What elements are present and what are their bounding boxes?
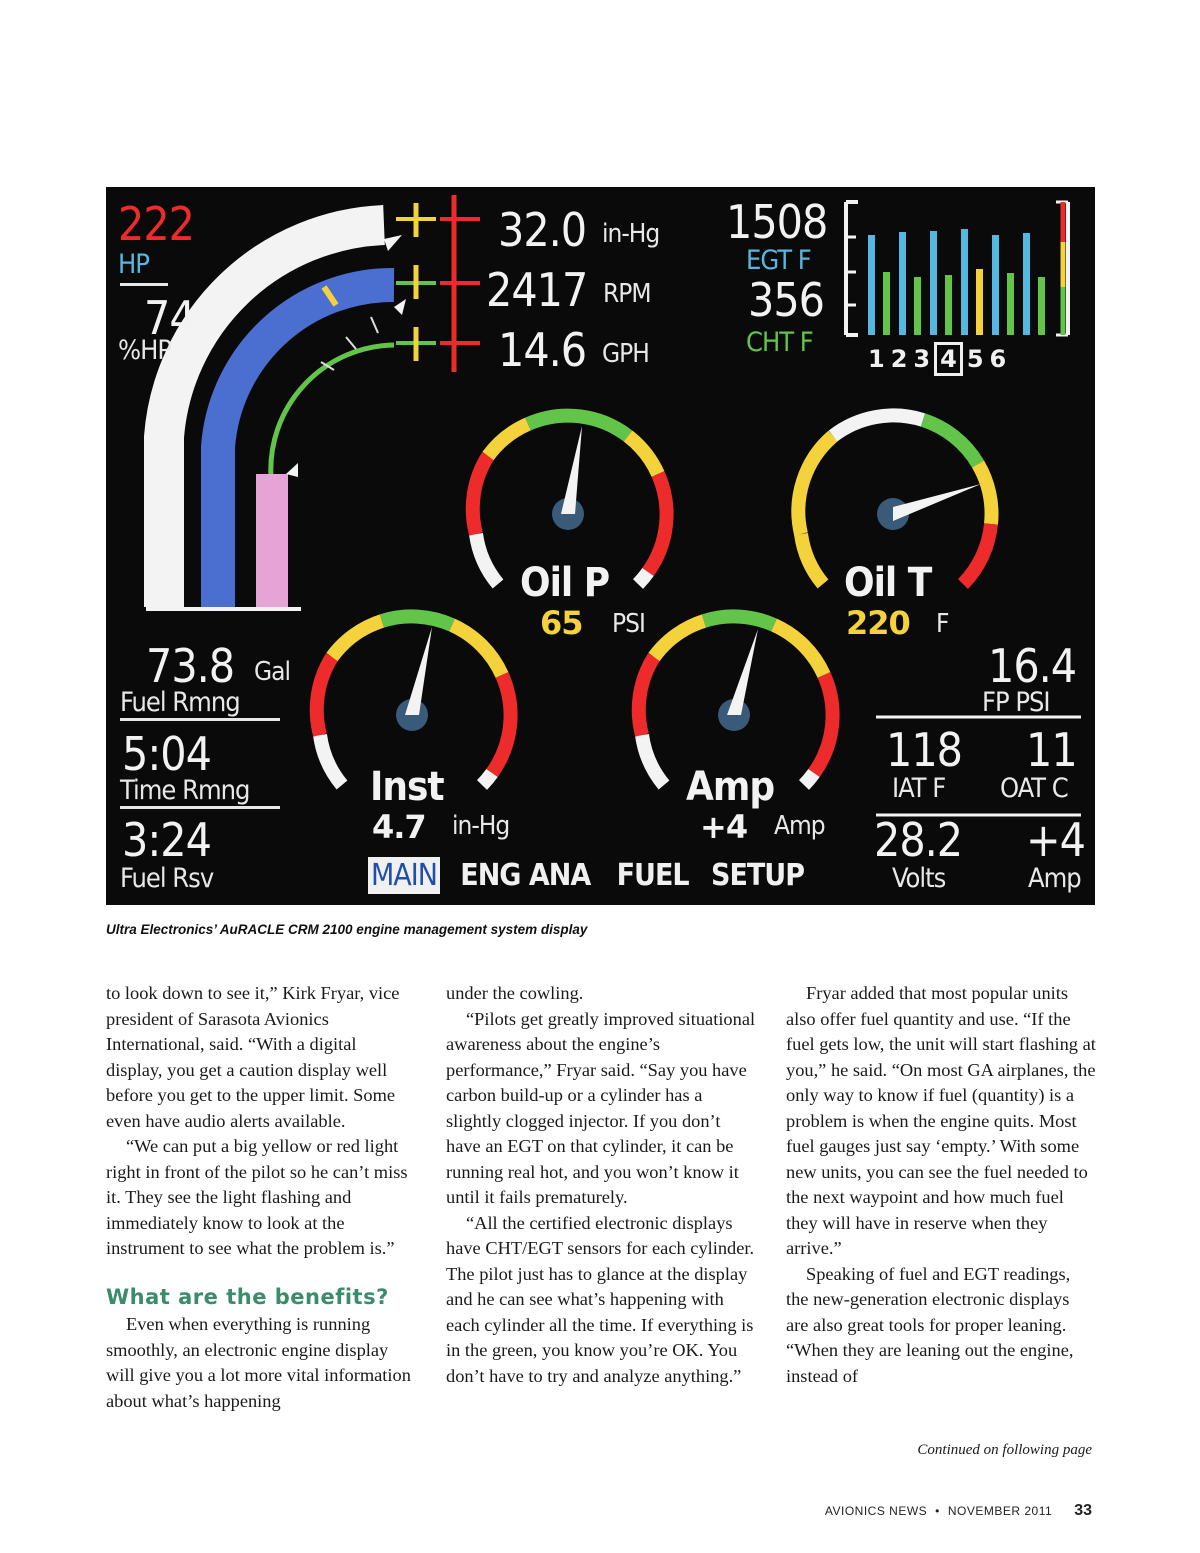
cyl-1: 1 [868,345,885,373]
cyl-4-selected: 4 [934,342,963,376]
amp-label: Amp [686,764,775,810]
cyl-6: 6 [989,345,1007,373]
bullet-separator: • [935,1504,940,1518]
ff-arc-green [271,345,394,477]
egt-bar-graph [846,202,1068,335]
col2-paragraph-3: “All the certified electronic displays have CHT/EGT sensors for each cylinder. The pilot just has to glance at the display and he can see what’s happening with each cylinder all the time. If everything is in the green, you know you’re OK. You don’t have to try and analyze anything.” [446,1212,755,1386]
rpm-unit: RPM [603,279,651,309]
fuel-reserve-value: 3:24 [122,813,211,867]
col3-paragraph-2: Speaking of fuel and EGT readings, the new-generation electronic displays are also great tools for proper leaning. “When they are leaning out the engine, instead of [786,1263,1074,1386]
oil-t-label: Oil T [844,560,932,606]
col1-paragraph-3: Even when everything is running smoothly, an electronic engine display will give you a lot more vital information about what’s happening [106,1314,411,1411]
menu-bar [368,858,804,893]
article-column-2 [446,981,756,1389]
fuel-remaining-label: Fuel Rmng [120,689,280,721]
hp-label: HP [118,249,149,280]
oil-t-unit: F [936,609,949,639]
magazine-name: AVIONICS NEWS [824,1504,928,1518]
volts-value: 28.2 [874,813,963,867]
inst-unit: in-Hg [452,811,510,841]
cyl-3: 3 [913,345,931,373]
cht-label: CHT F [746,327,813,358]
oil-p-unit: PSI [612,609,645,639]
hp-divider [120,283,168,286]
rpm-arc-blue [218,285,394,607]
ff-unit: GPH [602,339,649,369]
oil-t-value: 220 [846,604,910,642]
section-heading: What are the benefits? [106,1284,389,1309]
oil-p-label: Oil P [520,560,610,606]
menu-setup[interactable]: SETUP [711,858,804,893]
iat-label: IAT F [892,773,946,804]
ff-bar-pink [256,474,288,607]
fp-label: FP PSI [982,687,1050,718]
fp-value: 16.4 [988,639,1077,693]
menu-main[interactable]: MAIN [368,857,440,894]
oat-label: OAT C [1000,773,1068,804]
page-number: 33 [1074,1502,1092,1519]
time-remaining-label: Time Rmng [120,777,280,809]
inst-gauge [317,616,511,785]
cht-value: 356 [748,273,824,327]
inst-value: 4.7 [372,808,426,846]
oil-p-gauge [473,416,667,584]
egt-value: 1508 [726,195,828,249]
hp-value: 222 [118,197,194,251]
amp2-value: +4 [1026,813,1086,867]
iat-value: 118 [886,723,962,777]
oat-value: 11 [1026,723,1077,777]
map-unit: in-Hg [602,219,660,249]
pct-hp-value: 74 [144,291,195,345]
col1-paragraph-1: to look down to see it,” Kirk Fryar, vice president of Sarasota Avionics International, said. “With a digital display, you get a caution display well before you get to the upper limit. Some even have audio alerts available. [106,983,400,1131]
amp-gauge [639,616,833,785]
fuel-reserve-label: Fuel Rsv [120,863,214,894]
col3-paragraph-1: Fryar added that most popular units also offer fuel quantity and use. “If the fuel gets low, the unit will start flashing at you,” he said. “On most GA airplanes, the only way to know if fuel (quantity) is a problem is when the engine quits. Most fuel gauges just say ‘empty.’ With some new units, you can see the fuel needed to the next waypoint and how much fuel they will have in reserve when they arrive.” [786,983,1096,1258]
cyl-2: 2 [890,345,908,373]
menu-fuel[interactable]: FUEL [616,858,689,893]
pct-hp-label: %HP [118,335,172,366]
egt-label: EGT F [746,245,811,276]
page-footer [760,1502,1092,1520]
article-column-1 [106,981,416,1414]
col2-paragraph-1: under the cowling. [446,983,584,1003]
photo-caption: Ultra Electronics’ AuRACLE CRM 2100 engine management system display [106,922,588,937]
time-remaining-value: 5:04 [122,727,211,781]
oil-p-value: 65 [540,604,583,642]
fuel-remaining-unit: Gal [254,657,290,687]
ff-value: 14.6 [498,323,587,377]
rpm-value: 2417 [486,263,588,317]
col1-paragraph-2: “We can put a big yellow or red light right in front of the pilot so he can’t miss it. They see the light flashing and immediately know to look at the instrument to see what the problem is.” [106,1136,408,1258]
volts-label: Volts [892,863,946,894]
engine-display-photo [106,187,1095,905]
amp-value: +4 [700,808,748,846]
amp-unit: Amp [774,811,825,841]
map-value: 32.0 [498,203,587,257]
fuel-remaining-value: 73.8 [146,639,235,693]
menu-eng-ana[interactable]: ENG ANA [460,858,591,893]
continued-note: Continued on following page [917,1442,1092,1458]
inst-label: Inst [370,764,444,810]
cyl-5: 5 [966,345,984,373]
col2-paragraph-2: “Pilots get greatly improved situational awareness about the engine’s performance,” Fryar said. “Say you have carbon build-up or a cylinder has a slightly clogged injector. If you don’t have an EGT on that cylinder, it can be running real hot, and you won’t know it until it fails prematurely. [446,1008,756,1207]
article-column-3 [786,981,1096,1389]
oil-t-gauge [798,415,991,584]
cylinder-numbers [868,347,1006,371]
issue-date: NOVEMBER 2011 [947,1504,1053,1518]
amp2-label: Amp [1028,863,1081,894]
